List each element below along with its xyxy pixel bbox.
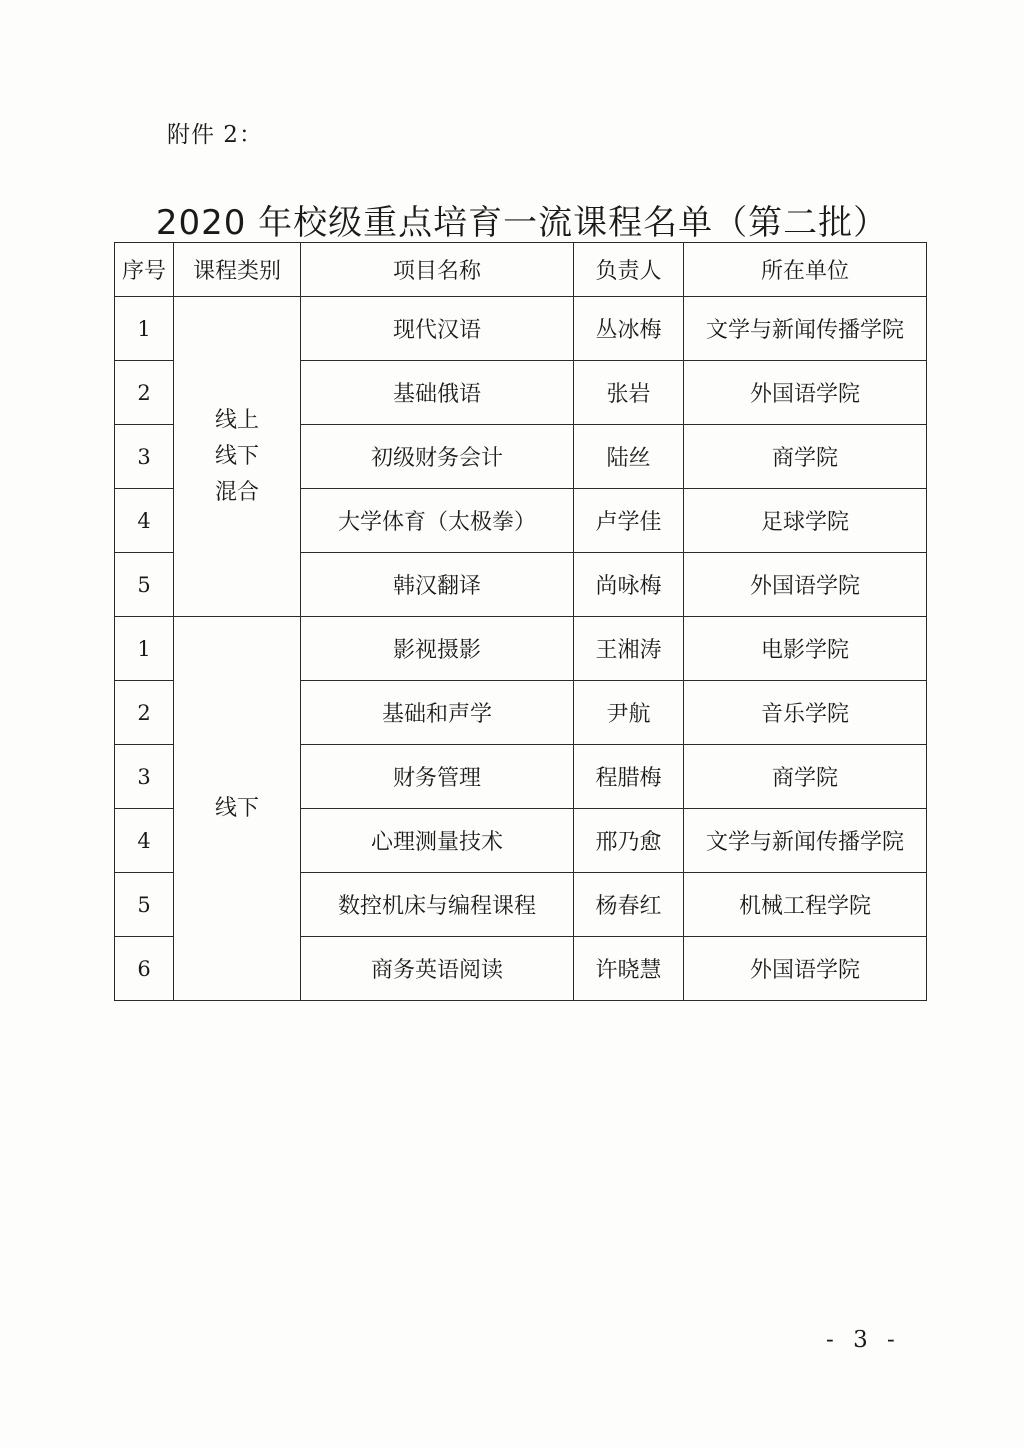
course-unit: 外国语学院 xyxy=(684,937,927,1001)
course-leader: 陆丝 xyxy=(574,425,684,489)
course-name: 现代汉语 xyxy=(301,297,574,361)
course-leader: 张岩 xyxy=(574,361,684,425)
header-cell-name: 项目名称 xyxy=(301,243,574,297)
category-line: 混合 xyxy=(214,479,259,505)
course-leader: 王湘涛 xyxy=(574,617,684,681)
course-leader: 尹航 xyxy=(574,681,684,745)
row-number: 2 xyxy=(115,681,174,745)
row-number: 4 xyxy=(115,809,174,873)
course-name: 数控机床与编程课程 xyxy=(301,873,574,937)
course-name: 初级财务会计 xyxy=(301,425,574,489)
course-name: 大学体育（太极拳） xyxy=(301,489,574,553)
category-line: 线上 xyxy=(214,407,259,433)
category-cell-blended xyxy=(174,297,301,617)
course-unit: 机械工程学院 xyxy=(684,873,927,937)
table-row xyxy=(115,297,927,361)
course-unit: 电影学院 xyxy=(684,617,927,681)
course-table xyxy=(114,242,927,1001)
course-unit: 文学与新闻传播学院 xyxy=(684,809,927,873)
header-cell-unit: 所在单位 xyxy=(684,243,927,297)
category-line: 线下 xyxy=(214,443,259,469)
course-leader: 丛冰梅 xyxy=(574,297,684,361)
course-name: 财务管理 xyxy=(301,745,574,809)
course-name: 基础和声学 xyxy=(301,681,574,745)
row-number: 6 xyxy=(115,937,174,1001)
row-number: 3 xyxy=(115,425,174,489)
course-leader: 许晓慧 xyxy=(574,937,684,1001)
course-leader: 杨春红 xyxy=(574,873,684,937)
row-number: 1 xyxy=(115,617,174,681)
table-body xyxy=(115,297,927,1001)
course-unit: 商学院 xyxy=(684,425,927,489)
header-cell-leader: 负责人 xyxy=(574,243,684,297)
course-unit: 音乐学院 xyxy=(684,681,927,745)
course-name: 影视摄影 xyxy=(301,617,574,681)
table-row xyxy=(115,617,927,681)
header-cell-category: 课程类别 xyxy=(174,243,301,297)
category-cell-offline xyxy=(174,617,301,1001)
course-unit: 文学与新闻传播学院 xyxy=(684,297,927,361)
course-name: 商务英语阅读 xyxy=(301,937,574,1001)
course-leader: 卢学佳 xyxy=(574,489,684,553)
course-name: 心理测量技术 xyxy=(301,809,574,873)
course-name: 基础俄语 xyxy=(301,361,574,425)
course-leader: 邢乃愈 xyxy=(574,809,684,873)
category-text xyxy=(215,791,259,827)
course-leader: 尚咏梅 xyxy=(574,553,684,617)
header-row xyxy=(115,243,927,297)
course-unit: 足球学院 xyxy=(684,489,927,553)
page-title: 2020 年校级重点培育一流课程名单（第二批） xyxy=(155,202,889,243)
row-number: 5 xyxy=(115,553,174,617)
course-unit: 外国语学院 xyxy=(684,361,927,425)
category-text xyxy=(215,403,259,511)
row-number: 1 xyxy=(115,297,174,361)
course-unit: 外国语学院 xyxy=(684,553,927,617)
header-cell-no: 序号 xyxy=(115,243,174,297)
course-leader: 程腊梅 xyxy=(574,745,684,809)
table-header xyxy=(115,243,927,297)
attachment-label: 附件 2： xyxy=(167,122,263,148)
course-unit: 商学院 xyxy=(684,745,927,809)
course-name: 韩汉翻译 xyxy=(301,553,574,617)
category-line: 线下 xyxy=(214,795,259,821)
row-number: 5 xyxy=(115,873,174,937)
row-number: 2 xyxy=(115,361,174,425)
page-number: - 3 - xyxy=(826,1327,901,1353)
row-number: 4 xyxy=(115,489,174,553)
row-number: 3 xyxy=(115,745,174,809)
